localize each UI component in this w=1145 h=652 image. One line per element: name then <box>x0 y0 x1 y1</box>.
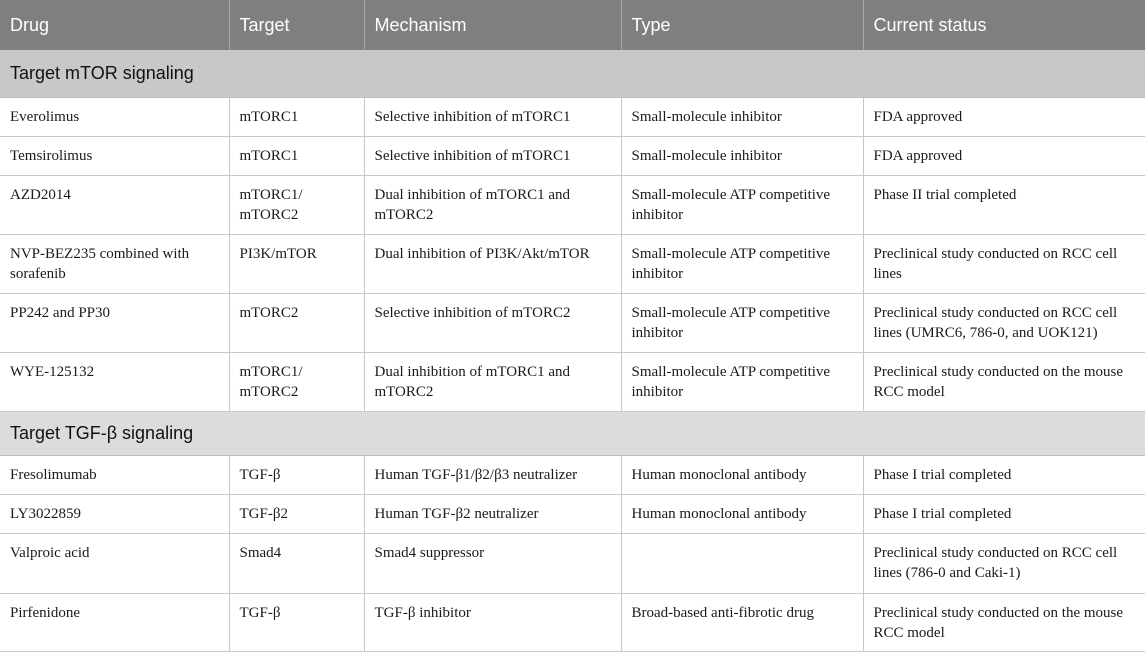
section-title-mtor: Target mTOR signaling <box>0 50 1145 97</box>
cell-type: Human monoclonal antibody <box>621 455 863 494</box>
cell-drug: PP242 and PP30 <box>0 293 229 352</box>
header-drug: Drug <box>0 0 229 50</box>
table-row <box>0 494 1145 533</box>
cell-status: Preclinical study conducted on the mouse RCC model <box>863 593 1145 651</box>
table-row <box>0 533 1145 593</box>
table-row <box>0 97 1145 136</box>
header-target: Target <box>229 0 364 50</box>
section-row <box>0 411 1145 455</box>
cell-type: Small-molecule inhibitor <box>621 136 863 175</box>
cell-target: Smad4 <box>229 533 364 593</box>
cell-type: Small-molecule inhibitor <box>621 97 863 136</box>
cell-status: Phase I trial completed <box>863 455 1145 494</box>
cell-type <box>621 533 863 593</box>
table-body <box>0 50 1145 651</box>
cell-status: Preclinical study conducted on RCC cell lines <box>863 234 1145 293</box>
table-row <box>0 455 1145 494</box>
cell-mechanism: Human TGF-β2 neutralizer <box>364 494 621 533</box>
cell-status: Preclinical study conducted on RCC cell lines (786-0 and Caki-1) <box>863 533 1145 593</box>
cell-status: Preclinical study conducted on the mouse RCC model <box>863 352 1145 411</box>
cell-target: TGF-β <box>229 593 364 651</box>
cell-type: Small-molecule ATP competitive inhibitor <box>621 175 863 234</box>
table-row <box>0 593 1145 651</box>
header-row <box>0 0 1145 50</box>
cell-drug: AZD2014 <box>0 175 229 234</box>
cell-mechanism: Selective inhibition of mTORC1 <box>364 97 621 136</box>
section-title-tgf-beta: Target TGF-β signaling <box>0 411 1145 455</box>
cell-target: TGF-β <box>229 455 364 494</box>
cell-type: Small-molecule ATP competitive inhibitor <box>621 234 863 293</box>
cell-status: Preclinical study conducted on RCC cell lines (UMRC6, 786-0, and UOK121) <box>863 293 1145 352</box>
cell-drug: WYE-125132 <box>0 352 229 411</box>
table-row <box>0 234 1145 293</box>
cell-target: mTORC1 <box>229 97 364 136</box>
cell-target: mTORC1 <box>229 136 364 175</box>
header-mechanism: Mechanism <box>364 0 621 50</box>
cell-mechanism: Human TGF-β1/β2/β3 neutralizer <box>364 455 621 494</box>
table-row <box>0 175 1145 234</box>
cell-type: Small-molecule ATP competitive inhibitor <box>621 352 863 411</box>
cell-mechanism: Selective inhibition of mTORC2 <box>364 293 621 352</box>
cell-target: PI3K/mTOR <box>229 234 364 293</box>
cell-target: mTORC2 <box>229 293 364 352</box>
cell-drug: Fresolimumab <box>0 455 229 494</box>
cell-drug: Pirfenidone <box>0 593 229 651</box>
cell-type: Broad-based anti-fibrotic drug <box>621 593 863 651</box>
cell-mechanism: Dual inhibition of mTORC1 and mTORC2 <box>364 352 621 411</box>
cell-mechanism: Smad4 suppressor <box>364 533 621 593</box>
header-current-status: Current status <box>863 0 1145 50</box>
cell-status: FDA approved <box>863 97 1145 136</box>
cell-drug: Everolimus <box>0 97 229 136</box>
cell-status: Phase II trial completed <box>863 175 1145 234</box>
table-row <box>0 136 1145 175</box>
cell-mechanism: Dual inhibition of PI3K/Akt/mTOR <box>364 234 621 293</box>
cell-status: FDA approved <box>863 136 1145 175</box>
cell-mechanism: Dual inhibition of mTORC1 and mTORC2 <box>364 175 621 234</box>
table-row <box>0 293 1145 352</box>
cell-type: Small-molecule ATP competitive inhibitor <box>621 293 863 352</box>
cell-drug: Valproic acid <box>0 533 229 593</box>
cell-drug: NVP-BEZ235 combined with sorafenib <box>0 234 229 293</box>
table-header <box>0 0 1145 50</box>
cell-mechanism: Selective inhibition of mTORC1 <box>364 136 621 175</box>
cell-drug: LY3022859 <box>0 494 229 533</box>
header-type: Type <box>621 0 863 50</box>
cell-type: Human monoclonal antibody <box>621 494 863 533</box>
cell-target: TGF-β2 <box>229 494 364 533</box>
cell-target: mTORC1/ mTORC2 <box>229 352 364 411</box>
cell-drug: Temsirolimus <box>0 136 229 175</box>
section-row <box>0 50 1145 97</box>
table-row <box>0 352 1145 411</box>
cell-status: Phase I trial completed <box>863 494 1145 533</box>
cell-mechanism: TGF-β inhibitor <box>364 593 621 651</box>
cell-target: mTORC1/ mTORC2 <box>229 175 364 234</box>
